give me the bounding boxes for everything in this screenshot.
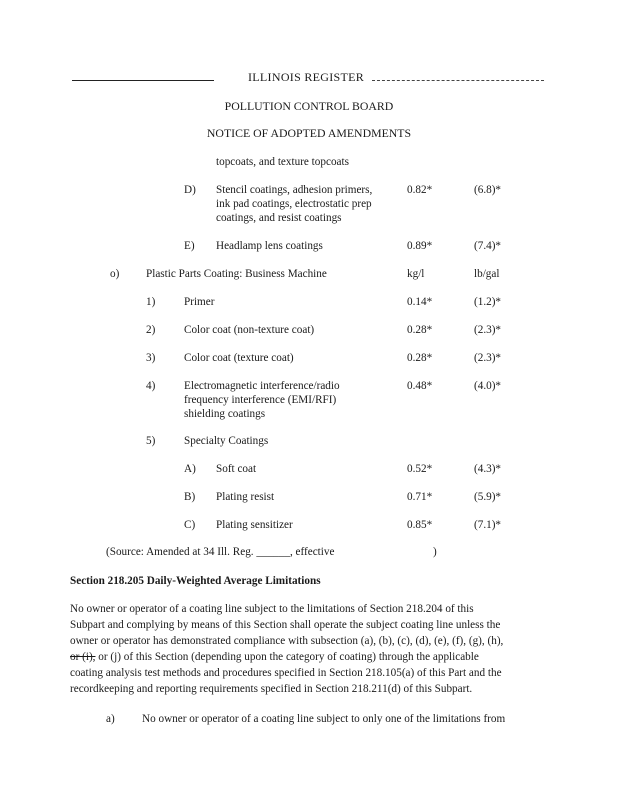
item-5b-letter: B) bbox=[184, 491, 196, 503]
item-o4-kg: 0.48* bbox=[407, 380, 433, 392]
item-o1-label: Primer bbox=[184, 296, 215, 308]
section-heading: Section 218.205 Daily-Weighted Average Limitations bbox=[70, 575, 321, 587]
item-o1-num: 1) bbox=[146, 296, 156, 308]
item-o2-label: Color coat (non-texture coat) bbox=[184, 324, 315, 336]
item-e-kg: 0.89* bbox=[407, 240, 433, 252]
item-o4-lb: (4.0)* bbox=[474, 380, 502, 392]
item-5a-kg: 0.52* bbox=[407, 463, 433, 475]
section-para-line-4-rest: or (j) of this Section (depending upon the category of coating) through the applicable bbox=[95, 651, 479, 663]
item-o2-lb: (2.3)* bbox=[474, 324, 502, 336]
item-5c-lb: (7.1)* bbox=[474, 519, 502, 531]
item-5b-lb: (5.9)* bbox=[474, 491, 502, 503]
subsection-a-letter: a) bbox=[106, 713, 115, 725]
section-para-line-3: owner or operator has demonstrated compliance with subsection (a), (b), (c), (d), (e), (f), (g), (h), bbox=[70, 635, 504, 647]
item-o4-line-2: frequency interference (EMI/RFI) bbox=[184, 394, 337, 406]
source-note: (Source: Amended at 34 Ill. Reg. ______, effective bbox=[106, 546, 335, 558]
item-5a-letter: A) bbox=[184, 463, 196, 475]
item-d-kg: 0.82* bbox=[407, 184, 433, 196]
item-e-letter: E) bbox=[184, 240, 195, 252]
section-para-line-5: coating analysis test methods and procedures specified in Section 218.105(a) of this Part and the bbox=[70, 667, 502, 679]
struck-text: or (i), bbox=[70, 651, 96, 663]
item-o5-num: 5) bbox=[146, 435, 156, 447]
item-o-label: Plastic Parts Coating: Business Machine bbox=[146, 268, 327, 280]
section-para-line-6: recordkeeping and reporting requirements specified in Section 218.211(d) of this Subpart. bbox=[70, 683, 473, 695]
section-para-line-4 bbox=[70, 651, 479, 663]
item-o5-label: Specialty Coatings bbox=[184, 435, 269, 447]
item-5c-kg: 0.85* bbox=[407, 519, 433, 531]
item-e-lb: (7.4)* bbox=[474, 240, 502, 252]
board-title: POLLUTION CONTROL BOARD bbox=[224, 99, 394, 113]
item-o3-kg: 0.28* bbox=[407, 352, 433, 364]
unit-kg-per-liter: kg/l bbox=[407, 268, 425, 280]
item-e-label: Headlamp lens coatings bbox=[216, 240, 323, 252]
header-rule-left bbox=[72, 80, 214, 81]
item-o4-line-1: Electromagnetic interference/radio bbox=[184, 380, 340, 392]
header-rule-right bbox=[372, 80, 544, 81]
item-o3-label: Color coat (texture coat) bbox=[184, 352, 294, 364]
item-o3-num: 3) bbox=[146, 352, 156, 364]
item-d-line-3: coatings, and resist coatings bbox=[216, 212, 342, 224]
section-para-line-1: No owner or operator of a coating line subject to the limitations of Section 218.204 of this bbox=[70, 603, 474, 615]
section-para-line-2: Subpart and complying by means of this Section shall operate the subject coating line unless the bbox=[70, 619, 501, 631]
continuation-text: topcoats, and texture topcoats bbox=[216, 156, 349, 168]
item-d-line-2: ink pad coatings, electrostatic prep bbox=[216, 198, 372, 210]
source-close-paren: ) bbox=[433, 546, 437, 558]
item-o4-num: 4) bbox=[146, 380, 156, 392]
item-5b-kg: 0.71* bbox=[407, 491, 433, 503]
item-o1-lb: (1.2)* bbox=[474, 296, 502, 308]
item-5a-lb: (4.3)* bbox=[474, 463, 502, 475]
register-title: ILLINOIS REGISTER bbox=[248, 70, 365, 84]
item-o-letter: o) bbox=[110, 268, 120, 280]
item-o4-line-3: shielding coatings bbox=[184, 408, 266, 420]
item-5b-label: Plating resist bbox=[216, 491, 275, 503]
notice-title: NOTICE OF ADOPTED AMENDMENTS bbox=[206, 126, 412, 140]
item-d-line-1: Stencil coatings, adhesion primers, bbox=[216, 184, 373, 196]
item-5c-letter: C) bbox=[184, 519, 196, 531]
item-o1-kg: 0.14* bbox=[407, 296, 433, 308]
unit-lb-per-gal: lb/gal bbox=[474, 268, 500, 280]
item-o3-lb: (2.3)* bbox=[474, 352, 502, 364]
item-o2-kg: 0.28* bbox=[407, 324, 433, 336]
item-d-lb: (6.8)* bbox=[474, 184, 502, 196]
item-5a-label: Soft coat bbox=[216, 463, 257, 475]
item-d-letter: D) bbox=[184, 184, 196, 196]
item-5c-label: Plating sensitizer bbox=[216, 519, 293, 531]
item-o2-num: 2) bbox=[146, 324, 156, 336]
subsection-a-text: No owner or operator of a coating line subject to only one of the limitations from bbox=[142, 713, 506, 725]
